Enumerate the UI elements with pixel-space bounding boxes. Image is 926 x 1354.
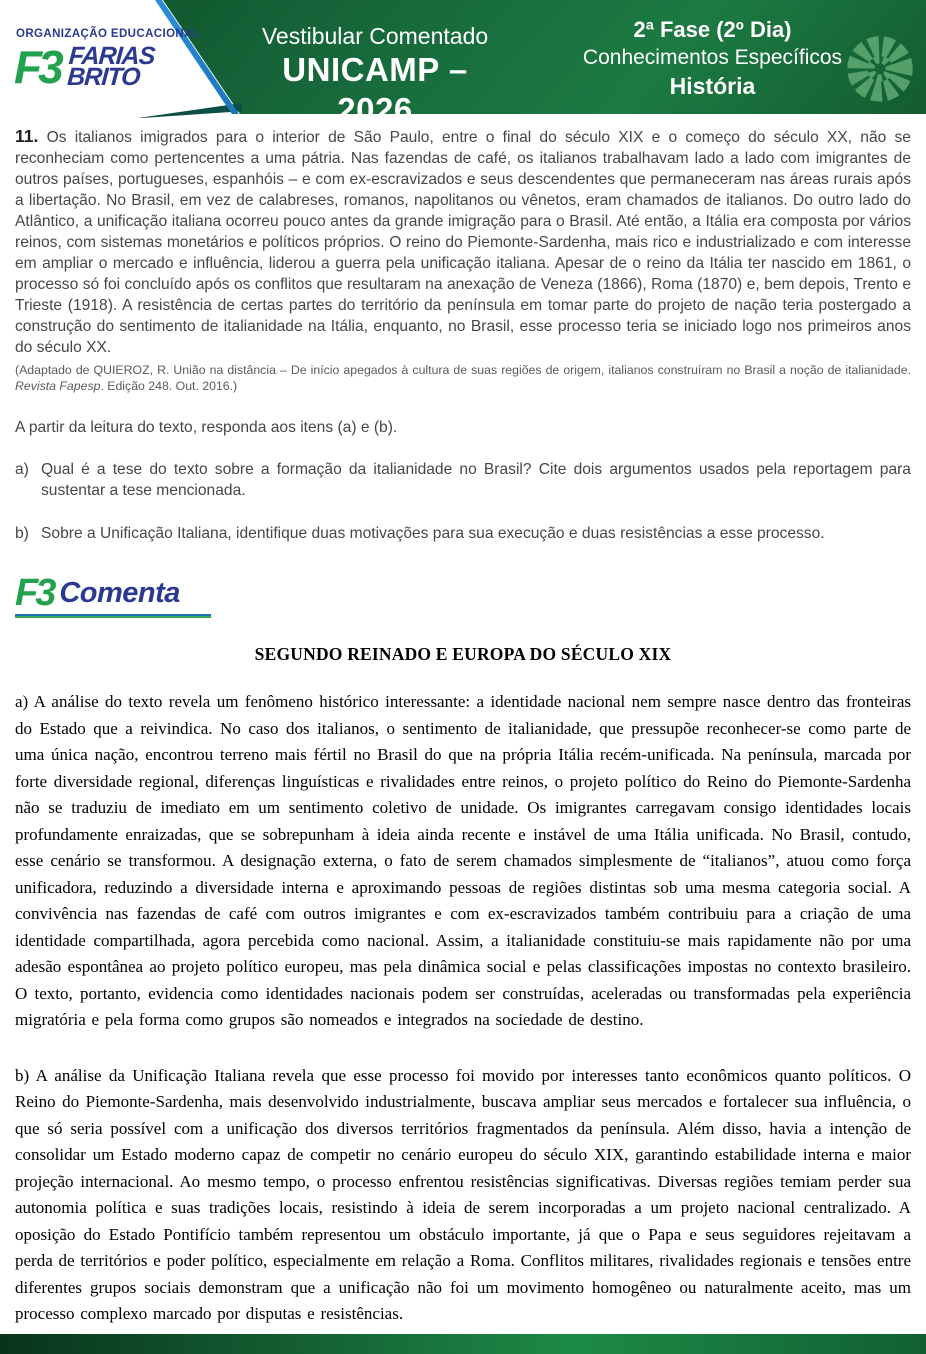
fb-comenta-word: Comenta [59,576,180,609]
commentary-section [15,644,911,1328]
question-text [15,126,911,358]
commentary-answer-a: a) A análise do texto revela um fenômeno histórico interessante: a identidade nacional nem sempre nasce dentro das fronteiras do Estado que a reivindica. No caso dos italianos, o sentimento de italianidade, que pressupõe reconhecer-se como parte de uma única nação, encontrou terreno mais fértil no Brasil do que na própria Itália recém-unificada. Na península, marcada por forte diversidade regional, diferenças linguísticas e rivalidades entre reinos, o projeto político do Reino do Piemonte-Sardenha não se traduziu de imediato em um sentimento coletivo de unidade. Os imigrantes carregavam consigo identidades locais profundamente enraizadas, que se sobrepunham à ideia ainda recente e instável de uma Itália unificada. No Brasil, contudo, esse cenário se transformou. A designação externa, o fato de serem chamados simplesmente de “italianos”, atuou como força unificadora, reduzindo a diversidade interna e aproximando pessoas de regiões distintas sob uma mesma categoria social. A convivência nas fazendas de café com outros imigrantes e com ex-escravizados também contribuiu para a criação de uma identidade compartilhada, agora percebida como nacional. Assim, a italianidade constituiu-se mais rapidamente não por uma adesão espontânea ao projeto político europeu, mas pela dinâmica social e pelas classificações impostas no contexto brasileiro. O texto, portanto, evidencia como identidades nacionais podem ser construídas, aceleradas ou transformadas pela experiência migratória e pela forma como grupos são nomeados e integrados na sociedade de destino. [15,692,911,1029]
fb-logo-icon: F3 [14,41,60,93]
header-title: UNICAMP – 2026 [282,51,468,128]
main-content [15,126,911,1328]
header-phase: 2ª Fase (2º Dia) [633,17,792,42]
source-publication: Revista Fapesp [15,378,101,393]
header-right-titles [560,16,865,101]
source-suffix: . Edição 248. Out. 2016.) [100,378,238,393]
fb-comenta-logo [15,574,225,618]
question-number: 11. [15,126,39,146]
fb-word-brito: BRITO [66,63,141,91]
fb-comenta-mark-icon: F3 [15,572,54,614]
item-b-text: Sobre a Unificação Italiana, identifique duas motivações para sua execução e duas resistências a esse processo. [41,525,825,542]
item-b-label: b) [15,525,29,542]
farias-brito-logo [14,41,156,93]
org-label: ORGANIZAÇÃO EDUCACIONAL [16,28,201,40]
page-header [0,0,926,128]
commentary-title: SEGUNDO REINADO E EUROPA DO SÉCULO XIX [254,644,672,664]
commentary-answer-b: b) A análise da Unificação Italiana revela que esse processo foi movido por interesses tanto econômicos quanto políticos. O Reino do Piemonte-Sardenha, mais desenvolvido industrialmente, buscava ampliar seus mercados e fortalecer sua influência, o que só seria possível com a unificação dos diversos territórios fragmentados da península. Além disso, havia a intenção de consolidar um Estado moderno capaz de competir no cenário europeu do século XIX, garantindo estabilidade interna e maior projeção internacional. Ao mesmo tempo, o processo enfrentou resistências significativas. Diversas regiões temiam perder sua autonomia política e suas tradições locais, resistindo à ideia de serem incorporadas a um projeto nacional centralizado. A oposição do Estado Pontifício também representou um obstáculo importante, já que o Papa e seus seguidores rejeitavam a perda de territórios e poder político, especialmente em relação a Roma. Conflitos militares, rivalidades regionais e tensões entre diferentes grupos sociais demonstram que a unificação não foi um movimento homogêneo ou naturalmente aceito, mas um processo complexo marcado por disputas e resistências. [15,1065,911,1323]
fb-comenta-underline [15,614,211,618]
question-item-b [15,523,911,544]
header-knowledge-area: Conhecimentos Específicos [582,46,843,69]
header-subtitle: Vestibular Comentado [261,23,489,49]
unicamp-logo-icon [838,26,922,110]
question-instruction: A partir da leitura do texto, responda aos itens (a) e (b). [15,419,398,436]
source-prefix: (Adaptado de QUIEROZ, R. União na distância – De início apegados à cultura de suas regiões de origem, italianos construíram no Brasil a noção de italianidade. [15,363,911,377]
header-center-titles [240,22,510,130]
item-a-label: a) [15,461,29,478]
question-source [15,363,911,394]
fb-word-farias: FARIAS [67,42,156,70]
question-item-a [15,459,911,501]
header-subject: História [669,73,756,99]
fb-logo-wordmark [66,42,156,91]
footer-green-bar [0,1334,926,1354]
item-a-text: Qual é a tese do texto sobre a formação da italianidade no Brasil? Cite dois argumentos usados pela reportagem para sustentar a tese mencionada. [41,461,911,499]
question-body-text: Os italianos imigrados para o interior de São Paulo, entre o final do século XIX e o começo do século XX, não se reconheciam como pertencentes a uma pátria. Nas fazendas de café, os italianos trabalhavam lado a lado com imigrantes de outros países, portugueses, espanhóis – e com ex-escravizados e seus descendentes que permaneceram nas áreas rurais após a libertação. No Brasil, em vez de calabreses, romanos, napolitanos ou vênetos, eram chamados de italianos. Do outro lado do Atlântico, a unificação italiana ocorreu pouco antes da grande imigração para o Brasil. Até então, a Itália era composta por vários reinos, com sistemas monetários e políticos próprios. O reino do Piemonte-Sardenha, mais rico e industrializado e com interesse em ampliar o mercado e influência, liderou a guerra pela unificação italiana. Apesar de o reino da Itália ter nascido em 1861, o processo só foi concluído após os conflitos que resultaram na anexação de Veneza (1866), Roma (1870) e, bem depois, Trento e Trieste (1918). A resistência de certas partes do território da península em tomar parte do projeto de nação teria postergado a construção do sentimento de italianidade na Itália, enquanto, no Brasil, esse processo teria se iniciado logo nos primeiros anos do século XX. [15,129,911,356]
